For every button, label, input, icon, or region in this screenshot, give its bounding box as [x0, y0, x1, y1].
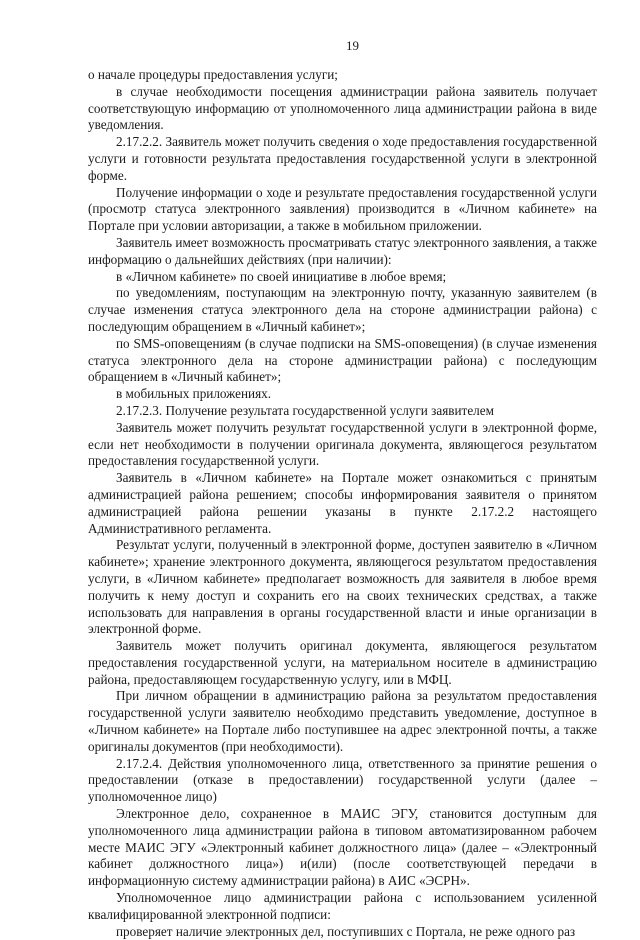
- paragraph: в «Личном кабинете» по своей инициативе в любое время;: [116, 268, 447, 284]
- paragraph: Заявитель имеет возможность просматривать статус электронного заявления, а также информацию о дальнейших действиях (при наличии):: [88, 234, 597, 267]
- paragraph: в мобильных приложениях.: [116, 386, 272, 402]
- paragraph: Уполномоченное лицо администрации района с использованием усиленной квалифицированной электронной подписи:: [88, 890, 597, 922]
- paragraph: о начале процедуры предоставления услуги;: [88, 67, 338, 82]
- paragraph: по SMS-оповещениям (в случае подписки на SMS-оповещения) (в случае изменения статуса электронного дела на стороне администрации района) с последующим обращением в «Личный кабинет»;: [88, 335, 597, 385]
- paragraph: Электронное дело, сохраненное в МАИС ЭГУ, становится доступным для уполномоченного лица администрации района в типовом автоматизированном рабочем месте МАИС ЭГУ «Электронный кабинет должностного лица» (далее – «Электронный кабинет должностного лица») и(или) (после соответствующей передачи в информационную систему администрации района) в АИС «ЭСРН».: [88, 806, 597, 889]
- paragraph: При личном обращении в администрацию района за результатом предоставления государственной услуги заявителю необходимо представить уведомление, доступное в «Личном кабинете» на Портале либо поступившее на адрес электронной почты, а также оригиналы документов (при необходимости).: [88, 688, 597, 754]
- paragraph: Получение информации о ходе и результате предоставления государственной услуги (просмотр статуса электронного заявления) производится в «Личном кабинете» на Портале при условии авторизации, а также в мобильном приложении.: [88, 184, 597, 234]
- paragraph: Результат услуги, полученный в электронной форме, доступен заявителю в «Личном кабинете»; хранение электронного документа, являющегося результатом предоставления услуги, в «Личном кабинете» предполагает возможность для заявителя в любое время получить к нему доступ и сохранить его на своих технических средствах, а также использовать для направления в органы государственной власти и иные организации в электронной форме.: [88, 537, 597, 637]
- paragraph: по уведомлениям, поступающим на электронную почту, указанную заявителем (в случае изменения статуса электронного дела на стороне администрации района) с последующим обращением в «Личный кабинет»;: [88, 285, 597, 334]
- paragraph: Заявитель может получить результат государственной услуги в электронной форме, если нет необходимости в получении оригинала документа, являющегося результатом предоставления государственной услуги.: [88, 419, 597, 469]
- paragraph: Заявитель может получить оригинал документа, являющегося результатом предоставления государственной услуги, на материальном носителе в администрацию района, предоставляющем государственную услугу, или в МФЦ.: [88, 638, 597, 687]
- paragraph: 2.17.2.4. Действия уполномоченного лица, ответственного за принятие решения о предоставлении (отказе в предоставлении) государственной услуги (далее – уполномоченное лицо): [88, 755, 597, 805]
- paragraph: Заявитель в «Личном кабинете» на Портале может ознакомиться с принятым администрацией района решением; способы информирования заявителя о принятом администрацией района решении указаны в пункте 2.17.2.2 настоящего Административного регламента.: [88, 470, 597, 536]
- paragraph: в случае необходимости посещения администрации района заявитель получает соответствующую информацию от уполномоченного лица администрации района в виде уведомления.: [88, 83, 597, 133]
- paragraph: 2.17.2.3. Получение результата государственной услуги заявителем: [116, 402, 494, 418]
- document-body: [88, 67, 597, 940]
- paragraph: проверяет наличие электронных дел, поступивших с Портала, не реже одного раз: [116, 923, 576, 939]
- paragraph: 2.17.2.2. Заявитель может получить сведения о ходе предоставления государственной услуги и готовности результата предоставления государственной услуги в электронной форме.: [88, 134, 597, 183]
- page-number: 19: [346, 38, 359, 53]
